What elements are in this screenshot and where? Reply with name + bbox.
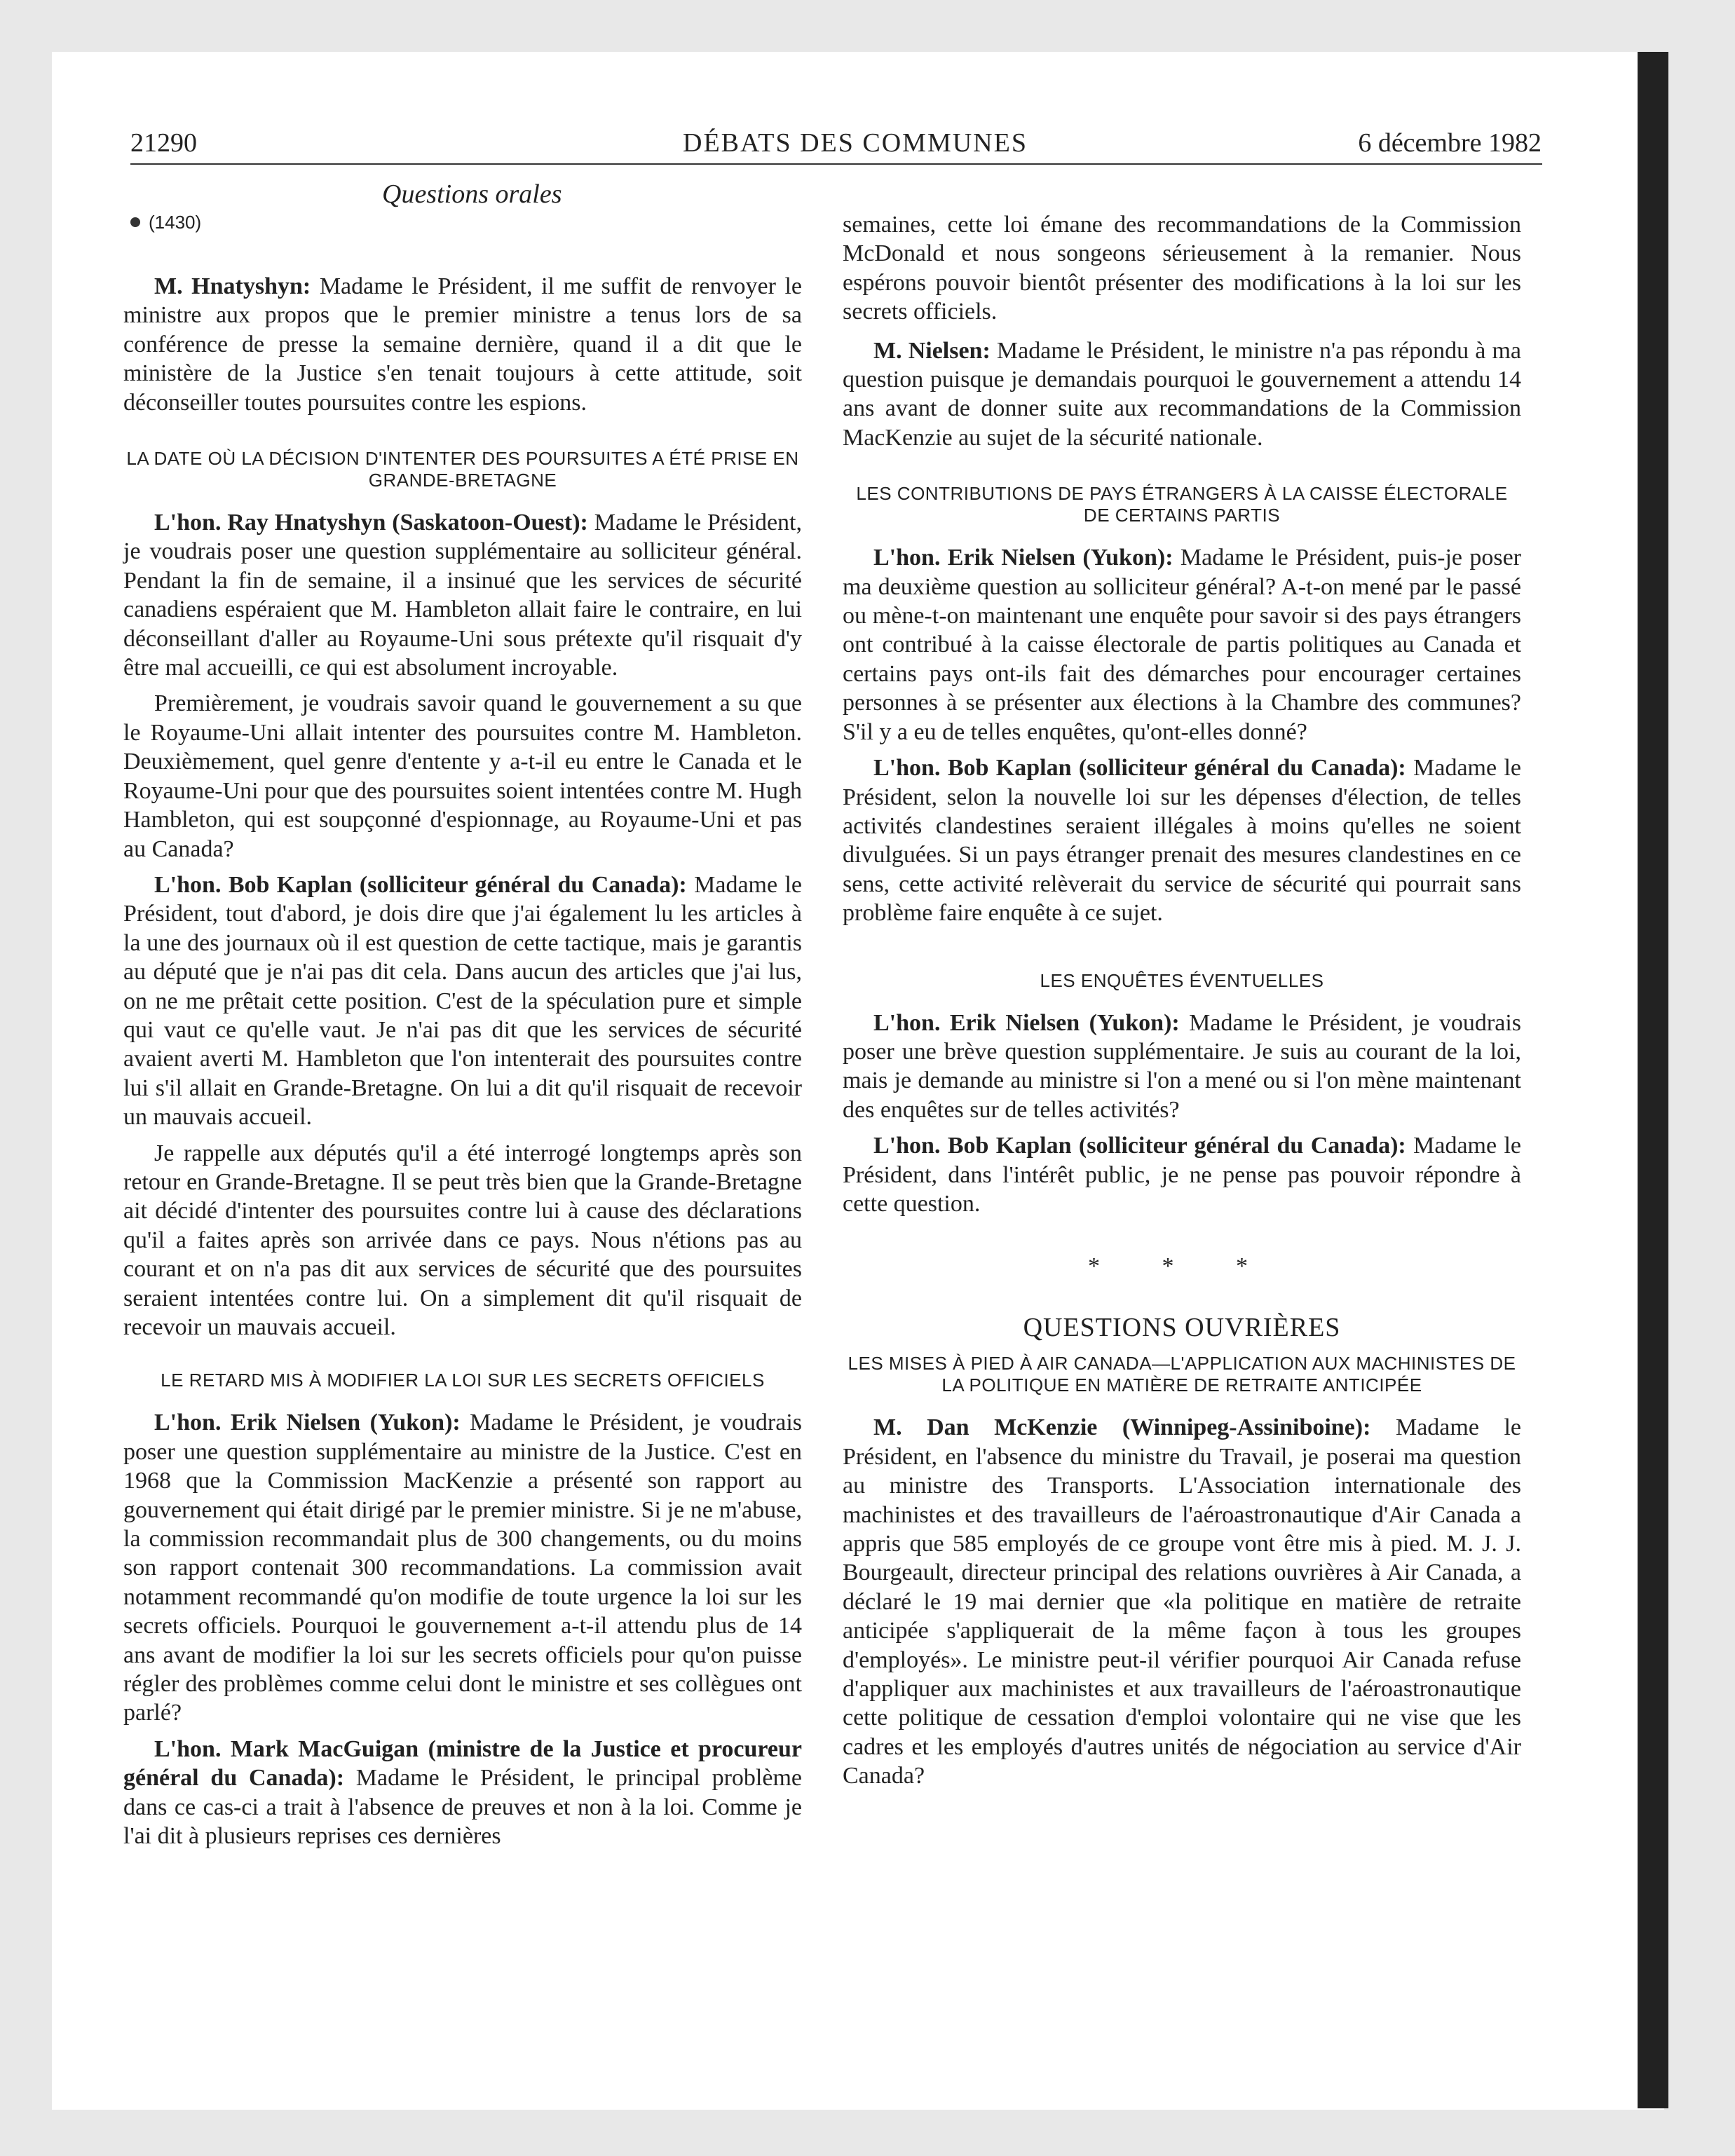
speaker: M. Dan McKenzie (Winnipeg-Assiniboine):: [873, 1414, 1371, 1441]
paragraph: [843, 336, 1521, 453]
speech: Madame le Président, le principal problème dans ce cas-ci a trait à l'absence de preuves et non à la loi. Comme je l'ai dit à plusieurs reprises ces dernières: [123, 1765, 802, 1850]
issue-date: 6 décembre 1982: [1358, 128, 1542, 158]
speaker: L'hon. Mark MacGuigan (ministre de la Justice et procureur général du Canada):: [123, 1735, 802, 1792]
paragraph: [843, 1131, 1521, 1218]
speaker: L'hon. Bob Kaplan (solliciteur général du Canada):: [873, 1133, 1406, 1159]
left-column: [123, 210, 802, 1851]
paragraph: [843, 1413, 1521, 1790]
header-rule: [130, 163, 1542, 165]
subheading: LES MISES À PIED À AIR CANADA—L'APPLICATION AUX MACHINISTES DE LA POLITIQUE EN MATIÈRE DE RETRAITE ANTICIPÉE: [848, 1353, 1516, 1396]
speaker: L'hon. Erik Nielsen (Yukon):: [873, 1009, 1180, 1036]
subheading: LES ENQUÊTES ÉVENTUELLES: [1040, 969, 1324, 991]
subheading: LA DATE OÙ LA DÉCISION D'INTENTER DES POURSUITES A ÉTÉ PRISE EN GRANDE-BRETAGNE: [126, 448, 799, 491]
section-title: Questions orales: [382, 179, 562, 209]
speech: Madame le Président, en l'absence du ministre du Travail, je poserai ma question au ministre des Transports. L'Association internationale des machinistes et des travailleurs de l'aéroastronautique d'Air Canada a appris que 585 employés de ce groupe vont être mis à pied. M. J. J. Bourgeault, directeur principal des relations ouvrières à Air Canada, a déclaré le 19 mai dernier que «la politique en matière de retraite anticipée s'appliquerait de la même façon à tous les groupes d'employés». Le ministre peut-il vérifier pourquoi Air Canada refuse d'appliquer aux machinistes et aux travailleurs de l'aéroastronautique cette politique de cessation d'emploi volontaire qui ne vise que les cadres et les employés d'autres unités de négociation au service d'Air Canada?: [843, 1414, 1521, 1789]
paragraph: [123, 508, 802, 682]
speech: Madame le Président, je voudrais poser une brève question supplémentaire. Je suis au courant de la loi, mais je demande au ministre si l'on a mené ou si l'on mène maintenant des enquêtes sur de telles activités?: [843, 1009, 1521, 1123]
speech: Madame le Président, le ministre n'a pas répondu à ma question puisque je demandais pourquoi le gouvernement a attendu 14 ans avant de donner suite aux recommandations de la Commission MacKenzie au sujet de la sécurité nationale.: [843, 337, 1521, 451]
paragraph: [123, 1735, 802, 1851]
speech: Madame le Président, tout d'abord, je dois dire que j'ai également lu les articles à la une des journaux où il est question de cette tactique, mais je garantis au député que je n'ai pas dit cela. Dans aucun des articles que j'ai lus, on ne me prêtait cette position. C'est de la spéculation pure et simple qui vaut ce qu'elle vaut. Je n'ai pas dit que les services de sécurité avaient averti M. Hambleton que l'on intenterait des poursuites contre lui s'il allait en Grande-Bretagne. On lui a dit qu'il risquait de recevoir un mauvais accueil.: [123, 871, 802, 1131]
paragraph: [843, 543, 1521, 746]
speech: Madame le Président, je voudrais poser une question supplémentaire au ministre de la Justice. C'est en 1968 que la Commission MacKenzie a présenté son rapport au gouvernement qui était dirigé par le premier ministre. Si je ne m'abuse, la commission recommandait plus de 300 changements, ou du moins son rapport contenait 300 recommandations. La commission avait notamment recommandé qu'on modifie de toute urgence la loi sur les secrets officiels. Pourquoi le gouvernement a-t-il attendu plus de 14 ans avant de modifier la loi sur les secrets officiels pour qu'on puisse régler des problèmes comme celui dont le ministre et ses collègues ont parlé?: [123, 1410, 802, 1726]
paragraph: semaines, cette loi émane des recommandations de la Commission McDonald et nous songeons sérieusement à la remanier. Nous espérons pouvoir bientôt présenter des modifications à la loi sur les secrets officiels.: [843, 212, 1521, 325]
speaker: L'hon. Bob Kaplan (solliciteur général du Canada):: [873, 755, 1406, 782]
right-column: [843, 210, 1521, 1791]
paragraph: Premièrement, je voudrais savoir quand le gouvernement a su que le Royaume-Uni allait intenter des poursuites contre M. Hambleton. Deuxièmement, quel genre d'entente y a-t-il eu entre le Canada et le Royaume-Uni pour que des poursuites soient intentées contre M. Hugh Hambleton, qui est soupçonné d'espionnage, au Royaume-Uni et pas au Canada?: [123, 690, 802, 862]
paragraph: [843, 1009, 1521, 1125]
speaker: L'hon. Erik Nielsen (Yukon):: [154, 1410, 461, 1436]
publication-title: DÉBATS DES COMMUNES: [683, 128, 1028, 158]
speaker: L'hon. Bob Kaplan (solliciteur général du Canada):: [154, 871, 687, 898]
paragraph: [123, 871, 802, 1132]
subheading: LE RETARD MIS À MODIFIER LA LOI SUR LES SECRETS OFFICIELS: [161, 1370, 765, 1391]
speech: Madame le Président, puis-je poser ma deuxième question au solliciteur général? A-t-on mené par le passé ou mène-t-on maintenant une enquête pour savoir si des pays étrangers ont contribué à la caisse électorale de partis politiques au Canada et certains pays ont-ils fait des démarches pour encourager certaines personnes à se présenter aux élections à la Chambre des communes? S'il y a eu de telles enquêtes, qu'ont-elles donné?: [843, 545, 1521, 745]
time-marker-text: (1430): [149, 212, 202, 233]
section-separator: * * *: [1088, 1253, 1276, 1280]
speaker: L'hon. Erik Nielsen (Yukon):: [873, 545, 1173, 571]
paragraph: [123, 272, 802, 417]
speaker: M. Hnatyshyn:: [154, 273, 311, 299]
scan-edge-bar: [1638, 52, 1668, 2108]
subheading: LES CONTRIBUTIONS DE PAYS ÉTRANGERS À LA CAISSE ÉLECTORALE DE CERTAINS PARTIS: [856, 483, 1508, 526]
page-number: 21290: [130, 128, 197, 158]
paragraph: [843, 753, 1521, 927]
speaker: M. Nielsen:: [873, 337, 991, 364]
major-heading: QUESTIONS OUVRIÈRES: [1023, 1313, 1341, 1343]
paragraph: [123, 1408, 802, 1727]
speaker: L'hon. Ray Hnatyshyn (Saskatoon-Ouest):: [154, 510, 588, 536]
paragraph: Je rappelle aux députés qu'il a été interrogé longtemps après son retour en Grande-Bretagne. Il se peut très bien que la Grande-Bretagne ait décidé d'intenter des poursuites contre lui à cause des déclarations qu'il a faites après son arrivée dans ce pays. Nous n'étions pas au courant et on n'a pas dit aux services de sécurité que des poursuites seraient intentées contre lui. On a simplement dit qu'il risquait de recevoir un mauvais accueil.: [123, 1140, 802, 1340]
speech: Madame le Président, je voudrais poser une question supplémentaire au solliciteur général. Pendant la fin de semaine, il a insinué que les services de sécurité canadiens espéraient que M. Hambleton allait faire le contraire, en lui déconseillant d'aller au Royaume-Uni sous prétexte qu'il risquait d'y être mal accueilli, ce qui est absolument incroyable.: [123, 510, 803, 681]
speech: Madame le Président, dans l'intérêt public, je ne pense pas pouvoir répondre à cette question.: [843, 1133, 1521, 1217]
speech: Madame le Président, selon la nouvelle loi sur les dépenses d'élection, de telles activités clandestines seraient illégales à moins qu'elles ne soient divulguées. Si un pays étranger prenait des mesures clandestines en ce sens, cette activité relèverait du service de sécurité qui pourrait sans problème faire enquête à ce sujet.: [843, 755, 1521, 927]
speech: Madame le Président, il me suffit de renvoyer le ministre aux propos que le premier ministre a tenus lors de sa conférence de presse la semaine dernière, quand il a dit que le ministère de la Justice s'en tenait toujours à cette attitude, soit déconseiller toutes poursuites contre les espions.: [123, 273, 803, 416]
